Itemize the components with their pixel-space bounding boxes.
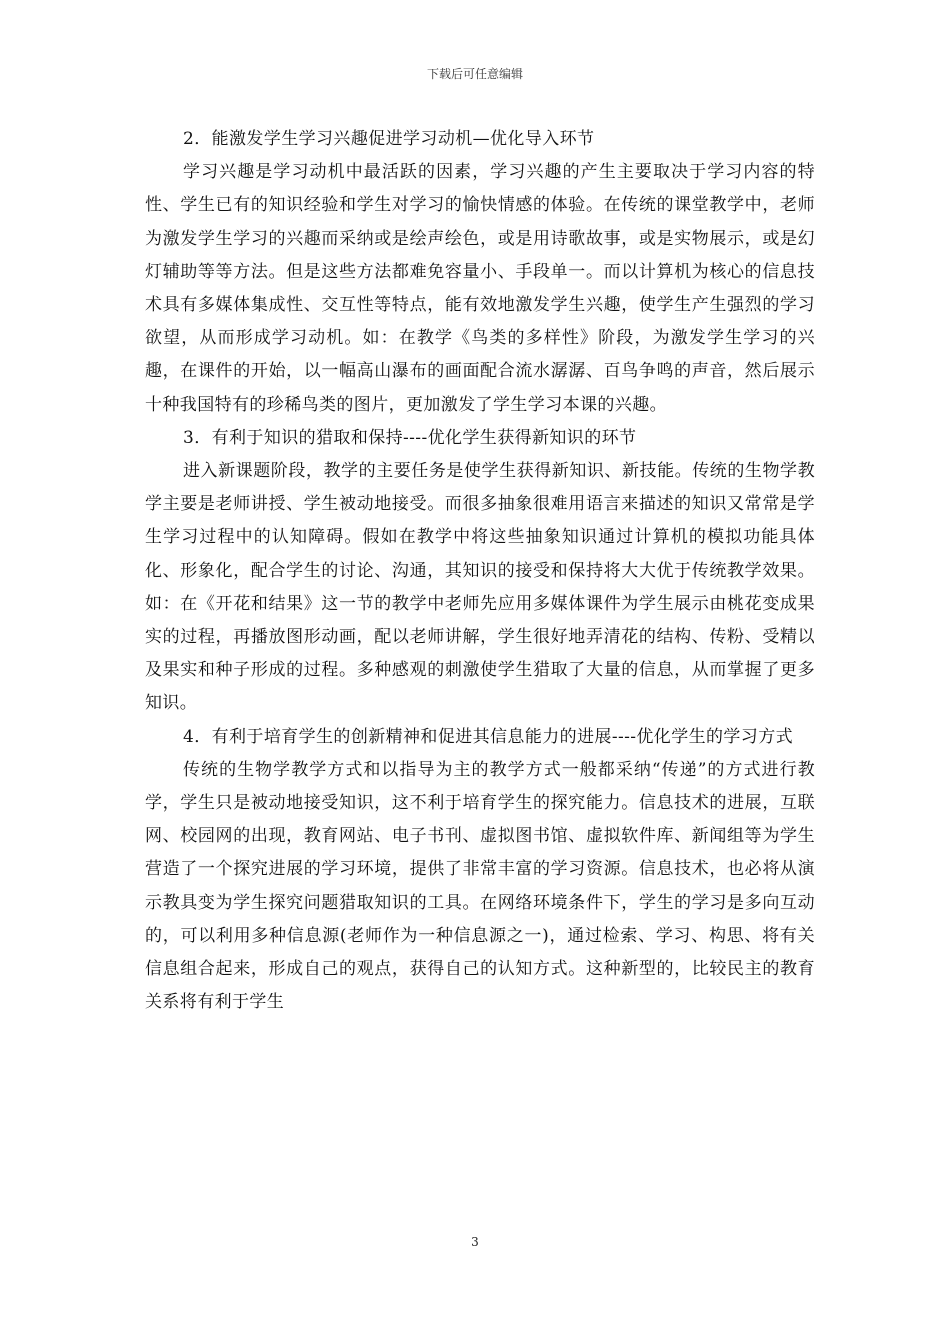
page-number: 3 xyxy=(471,1235,479,1249)
body-paragraph: 学习兴趣是学习动机中最活跃的因素，学习兴趣的产生主要取决于学习内容的特性、学生已有的知识经验和学生对学习的愉快情感的体验。在传统的课堂教学中，老师为激发学生学习的兴趣而采纳或是绘声绘色，或是用诗歌故事，或是实物展示，或是幻灯辅助等等方法。但是这些方法都难免容量小、手段单一。而以计算机为核心的信息技术具有多媒体集成性、交互性等特点，能有效地激发学生兴趣，使学生产生强烈的学习欲望，从而形成学习动机。如：在教学《鸟类的多样性》阶段，为激发学生学习的兴趣，在课件的开始，以一幅高山瀑布的画面配合流水潺潺、百鸟争鸣的声音，然后展示十种我国特有的珍稀鸟类的图片，更加激发了学生学习本课的兴趣。 xyxy=(145,162,815,415)
page-header: 下载后可任意编辑 xyxy=(426,67,523,81)
body-paragraph: 传统的生物学教学方式和以指导为主的教学方式一般都采纳“传递”的方式进行教学，学生只是被动地接受知识，这不利于培育学生的探究能力。信息技术的进展，互联网、校园网的出现，教育网站、电子书刊、虚拟图书馆、虚拟软件库、新闻组等为学生营造了一个探究进展的学习环境，提供了非常丰富的学习资源。信息技术，也必将从演示教具变为学生探究问题猎取知识的工具。在网络环境条件下，学生的学习是多向互动的，可以利用多种信息源(老师作为一种信息源之一)，通过检索、学习、构思、将有关信息组合起来，形成自己的观点，获得自己的认知方式。这种新型的，比较民主的教育关系将有利于学生 xyxy=(145,759,815,1013)
section-heading-3: 3．有利于知识的猎取和保持----优化学生获得新知识的环节 xyxy=(183,427,637,448)
section-heading-4: 4．有利于培育学生的创新精神和促进其信息能力的进展----优化学生的学习方式 xyxy=(183,726,793,747)
section-heading-2: 2．能激发学生学习兴趣促进学习动机—优化导入环节 xyxy=(183,129,595,149)
document-body xyxy=(145,123,815,1019)
body-paragraph: 进入新课题阶段，教学的主要任务是使学生获得新知识、新技能。传统的生物学教学主要是老师讲授、学生被动地接受。而很多抽象很难用语言来描述的知识又常常是学生学习过程中的认知障碍。假如在教学中将这些抽象知识通过计算机的模拟功能具体化、形象化，配合学生的讨论、沟通，其知识的接受和保持将大大优于传统教学效果。如：在《开花和结果》这一节的教学中老师先应用多媒体课件为学生展示由桃花变成果实的过程，再播放图形动画，配以老师讲解，学生很好地弄清花的结构、传粉、受精以及果实和种子形成的过程。多种感观的刺激使学生猎取了大量的信息，从而掌握了更多知识。 xyxy=(145,461,815,714)
